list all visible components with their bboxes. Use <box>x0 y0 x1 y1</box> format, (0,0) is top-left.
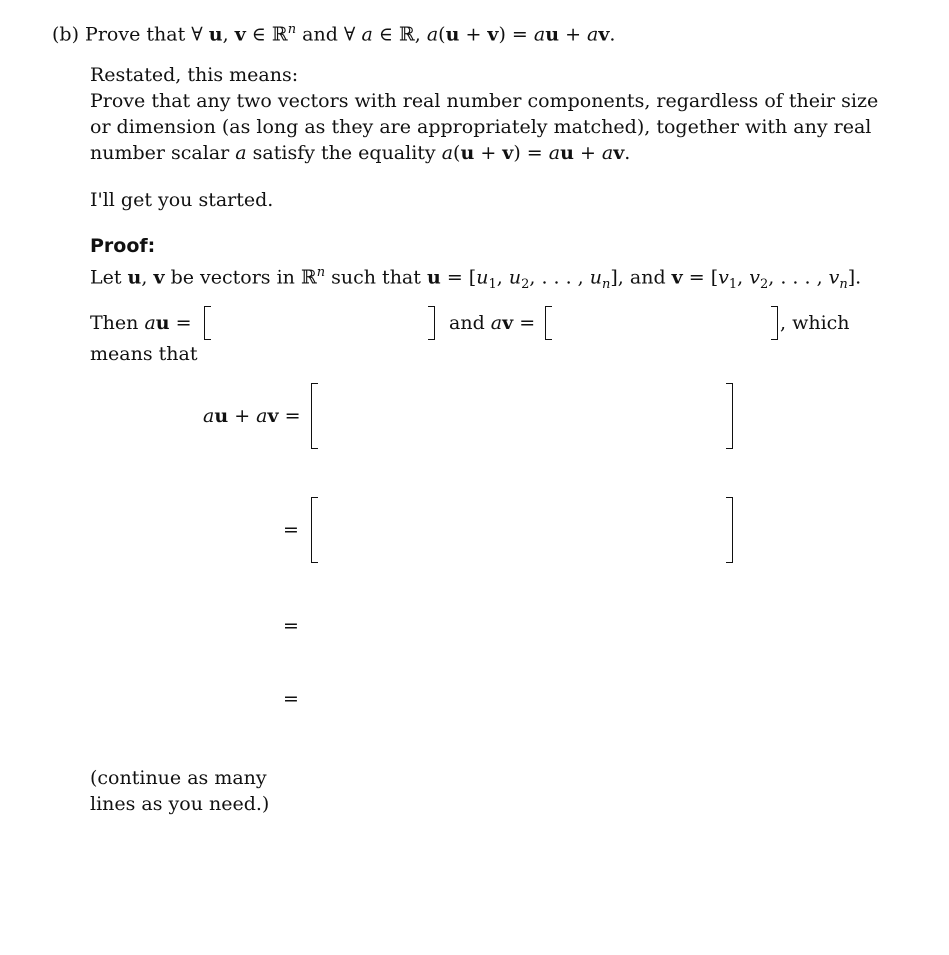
problem-statement: (b) Prove that ∀ u, v ∈ ℝ$^n$ and ∀ a ∈ ℝ, a(u + v) = au + av. <box>52 22 616 46</box>
au-bracket-left <box>204 306 211 340</box>
restated-line-3: number scalar a satisfy the equality a(u + v) = au + av. <box>90 142 631 164</box>
continue-note-line-1: (continue as many <box>90 767 267 789</box>
au-bracket-right <box>428 306 435 340</box>
step-3-equals: = <box>283 615 299 637</box>
step-2-equals: = <box>283 519 299 541</box>
restated-heading: Restated, this means: <box>90 64 299 86</box>
problem-label: (b) <box>52 23 79 46</box>
step-4-equals: = <box>283 688 299 710</box>
step-1-bracket-left <box>311 383 318 449</box>
which-label: , which <box>780 312 850 334</box>
step-1-lhs: au + av = <box>203 405 301 427</box>
restated-line-2: or dimension (as long as they are appropriately matched), together with any real <box>90 116 872 138</box>
step-1-bracket-right <box>726 383 733 449</box>
step-2-bracket-right <box>726 497 733 563</box>
proof-title: Proof: <box>90 235 156 257</box>
av-bracket-right <box>771 306 778 340</box>
and-av-label: and av = <box>449 312 536 334</box>
restated-line-1: Prove that any two vectors with real number components, regardless of their size <box>90 90 879 112</box>
then-au-label: Then au = <box>90 312 192 334</box>
continue-note-line-2: lines as you need.) <box>90 793 270 815</box>
means-that-label: means that <box>90 343 198 365</box>
started-text: I'll get you started. <box>90 189 274 211</box>
step-2-bracket-left <box>311 497 318 563</box>
proof-let-line: Let u, v be vectors in ℝ$^n$ such that $u = [u_1$, $u_2$, . . . , $u_n$], and $v = [v_1$, $v_2$, . . . , $v_n$]. <box>90 265 862 293</box>
av-bracket-left <box>545 306 552 340</box>
